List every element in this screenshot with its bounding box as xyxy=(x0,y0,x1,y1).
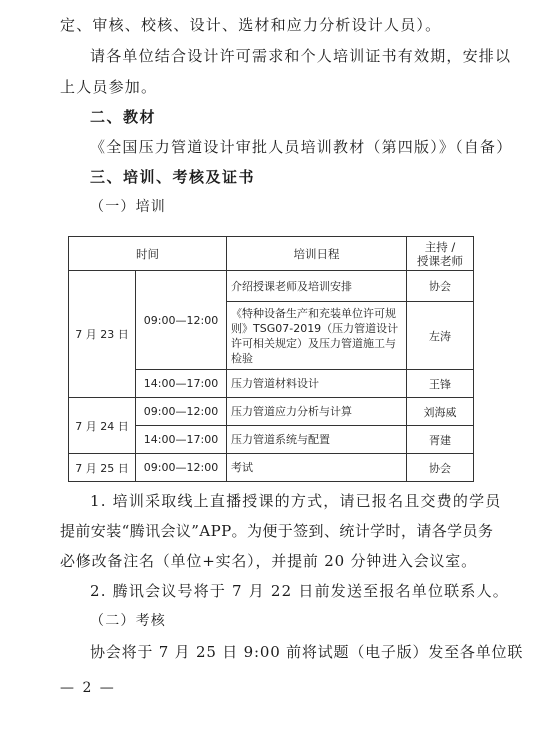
subject-cell: 考试 xyxy=(227,454,407,482)
body-text-line: 必修改备注名（单位+实名），并提前 20 分钟进入会议室。 xyxy=(60,552,477,570)
table-row xyxy=(69,398,474,426)
body-text-line: 协会将于 7 月 25 日 9:00 前将试题（电子版）发至各单位联 xyxy=(90,643,524,661)
table-row xyxy=(69,454,474,482)
header-time: 时间 xyxy=(69,237,227,271)
host-cell: 左涛 xyxy=(407,302,474,370)
subject-cell: 压力管道系统与配置 xyxy=(227,426,407,454)
host-cell: 协会 xyxy=(407,454,474,482)
time-cell: 14:00—17:00 xyxy=(136,370,227,398)
subject-cell: 《特种设备生产和充装单位许可规则》TSG07-2019（压力管道设计许可相关规定）及压力管道施工与检验 xyxy=(227,302,407,370)
body-text-line: 2. 腾讯会议号将于 7 月 22 日前发送至报名单位联系人。 xyxy=(90,582,509,600)
body-text-line: 1. 培训采取线上直播授课的方式，请已报名且交费的学员 xyxy=(90,492,502,510)
host-cell: 协会 xyxy=(407,271,474,302)
host-cell: 刘海威 xyxy=(407,398,474,426)
body-text-line: 提前安装“腾讯会议”APP。为便于签到、统计学时，请各学员务 xyxy=(60,522,494,540)
body-text-line: 上人员参加。 xyxy=(60,78,158,96)
host-cell: 胥建 xyxy=(407,426,474,454)
date-cell: 7 月 25 日 xyxy=(69,454,136,482)
header-subject: 培训日程 xyxy=(227,237,407,271)
table-row xyxy=(69,271,474,302)
body-text-line: 定、审核、校核、设计、选材和应力分析设计人员）。 xyxy=(60,16,442,34)
subject-cell: 介绍授课老师及培训安排 xyxy=(227,271,407,302)
date-cell: 7 月 23 日 xyxy=(69,271,136,398)
time-cell: 09:00—12:00 xyxy=(136,398,227,426)
table-header-row xyxy=(69,237,474,271)
time-cell: 09:00—12:00 xyxy=(136,454,227,482)
time-cell: 09:00—12:00 xyxy=(136,271,227,370)
header-host: 主持 / 授课老师 xyxy=(407,237,474,271)
body-text-line: 《全国压力管道设计审批人员培训教材（第四版）》（自备） xyxy=(90,138,513,156)
subsection-heading: （二）考核 xyxy=(90,613,166,629)
time-cell: 14:00—17:00 xyxy=(136,426,227,454)
subject-cell: 压力管道材料设计 xyxy=(227,370,407,398)
training-schedule-table xyxy=(68,236,474,482)
date-cell: 7 月 24 日 xyxy=(69,398,136,454)
subsection-heading: （一）培训 xyxy=(90,199,166,215)
subject-cell: 压力管道应力分析与计算 xyxy=(227,398,407,426)
host-cell: 王锋 xyxy=(407,370,474,398)
page-number: — 2 — xyxy=(60,680,116,696)
section-heading: 二、教材 xyxy=(90,108,157,126)
body-text-line: 请各单位结合设计许可需求和个人培训证书有效期，安排以 xyxy=(90,47,512,65)
section-heading: 三、培训、考核及证书 xyxy=(90,168,256,186)
